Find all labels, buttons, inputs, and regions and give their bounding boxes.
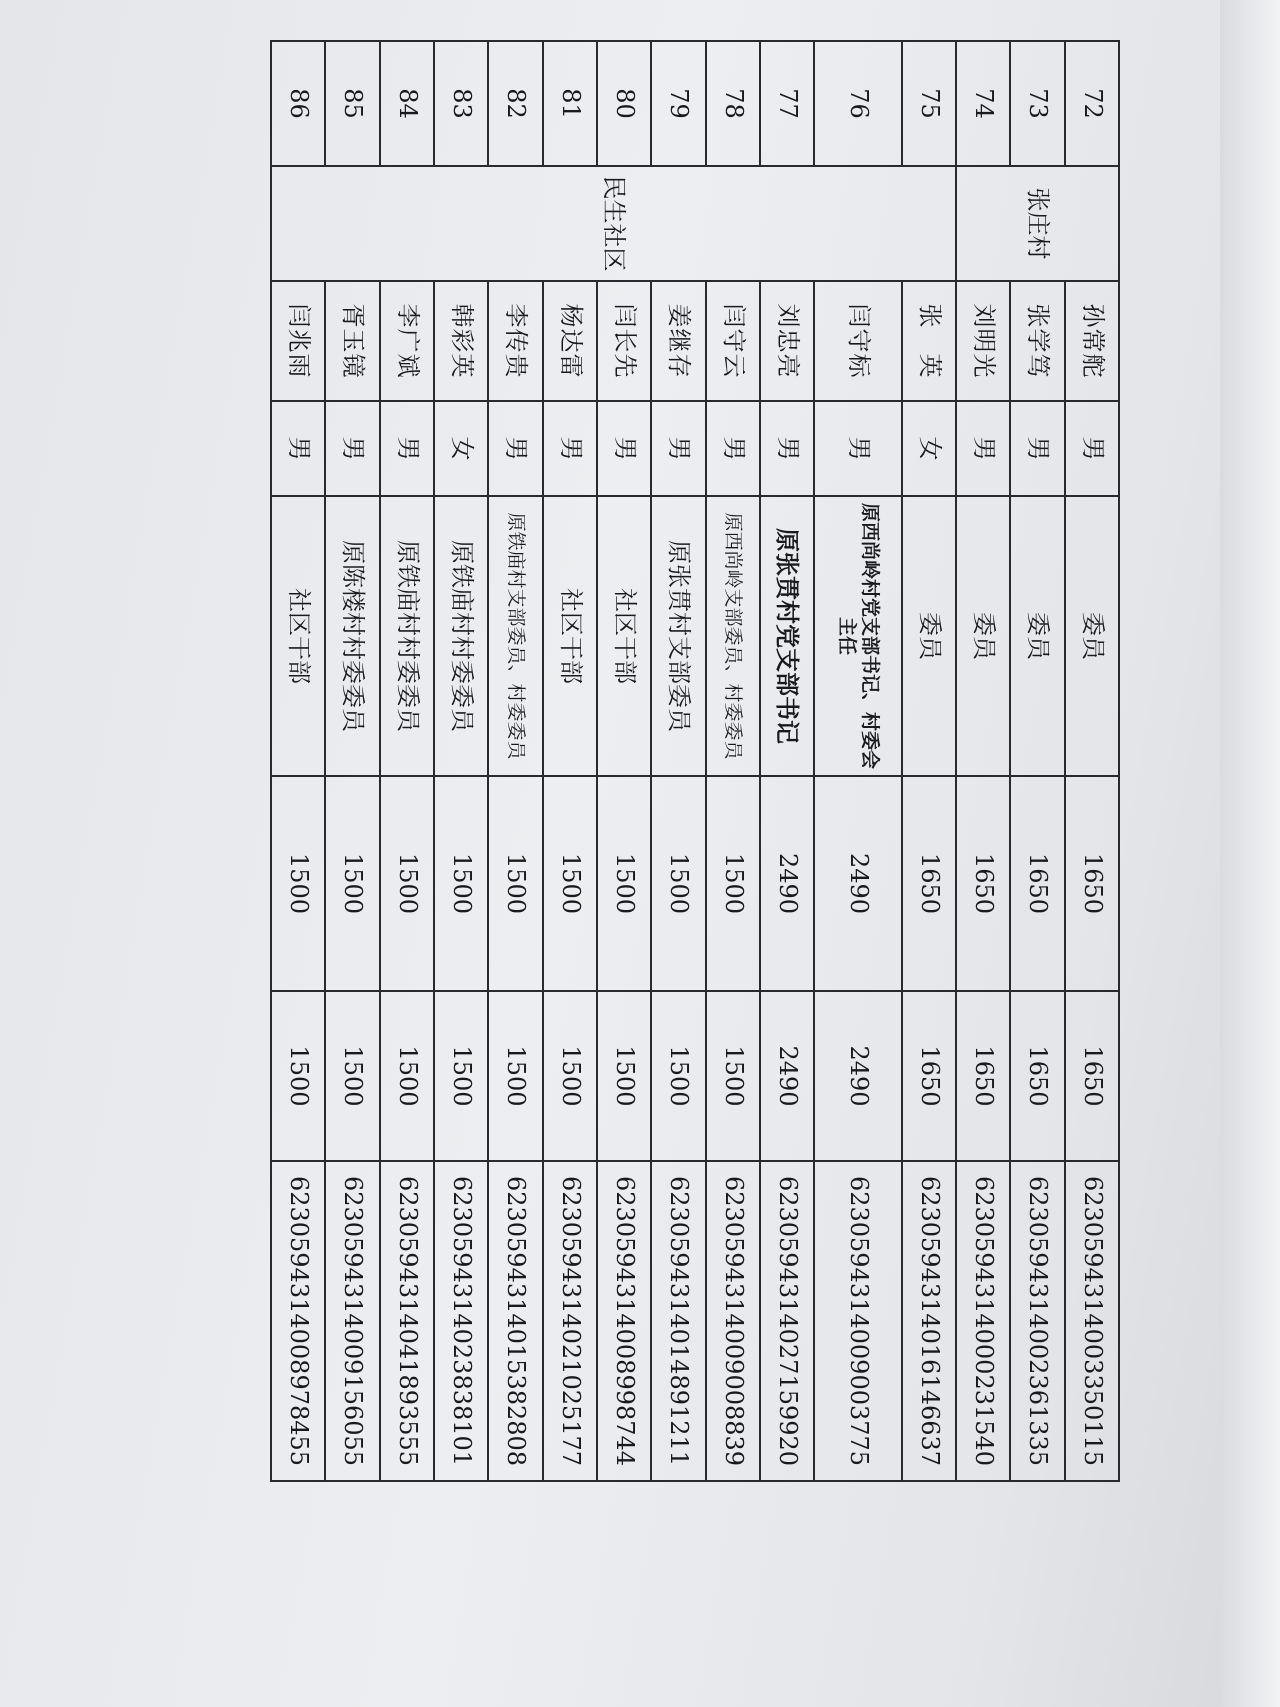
- row-number: 76: [814, 41, 901, 166]
- row-number: 80: [597, 41, 651, 166]
- gender-cell: 男: [271, 401, 325, 496]
- gender-cell: 男: [543, 401, 597, 496]
- paper-edge: [1220, 0, 1280, 1707]
- name-cell: 闫守云: [706, 281, 760, 401]
- amount-cell: 1650: [1010, 776, 1064, 991]
- amount-cell: 1500: [434, 991, 488, 1161]
- account-cell: 6230594314016146637: [902, 1161, 956, 1481]
- row-number: 78: [706, 41, 760, 166]
- amount-cell: 1500: [271, 991, 325, 1161]
- row-number: 85: [325, 41, 379, 166]
- amount-cell: 1500: [488, 776, 542, 991]
- row-number: 77: [760, 41, 814, 166]
- account-cell: 6230594314027159920: [760, 1161, 814, 1481]
- name-cell: 闫守标: [814, 281, 901, 401]
- account-cell: 6230594314009156055: [325, 1161, 379, 1481]
- role-cell: 原铁庙村村委委员: [380, 496, 434, 776]
- rotated-table-wrapper: [270, 40, 1120, 1480]
- account-cell: 6230594314014891211: [651, 1161, 705, 1481]
- row-number: 82: [488, 41, 542, 166]
- amount-cell: 1500: [543, 991, 597, 1161]
- amount-cell: 1500: [380, 776, 434, 991]
- name-cell: 李传贵: [488, 281, 542, 401]
- community-cell: [271, 166, 956, 281]
- gender-cell: 女: [434, 401, 488, 496]
- role-cell: 社区干部: [597, 496, 651, 776]
- gender-cell: 男: [597, 401, 651, 496]
- row-number: 83: [434, 41, 488, 166]
- name-cell: 闫兆雨: [271, 281, 325, 401]
- village-cell: [956, 166, 1119, 281]
- row-number: 75: [902, 41, 956, 166]
- amount-cell: 2490: [760, 776, 814, 991]
- row-number: 81: [543, 41, 597, 166]
- amount-cell: 1650: [956, 776, 1010, 991]
- role-cell: 原陈楼村村委委员: [325, 496, 379, 776]
- account-cell: 6230594314041893555: [380, 1161, 434, 1481]
- amount-cell: 1500: [651, 776, 705, 991]
- roster-body: [271, 41, 1119, 1481]
- account-cell: 6230594314023838101: [434, 1161, 488, 1481]
- village-label: 张庄村: [1024, 187, 1053, 260]
- role-cell: 社区干部: [271, 496, 325, 776]
- name-cell: 张学笃: [1010, 281, 1064, 401]
- gender-cell: 男: [325, 401, 379, 496]
- gender-cell: 男: [760, 401, 814, 496]
- table-row: [902, 41, 956, 1481]
- account-cell: 6230594314015382808: [488, 1161, 542, 1481]
- row-number: 73: [1010, 41, 1064, 166]
- amount-cell: 2490: [760, 991, 814, 1161]
- amount-cell: 1650: [902, 991, 956, 1161]
- role-cell: 委员: [1065, 496, 1119, 776]
- row-number: 79: [651, 41, 705, 166]
- role-cell: 委员: [902, 496, 956, 776]
- name-cell: 韩彩英: [434, 281, 488, 401]
- account-cell: 6230594314009008839: [706, 1161, 760, 1481]
- table-row: [1065, 41, 1119, 1481]
- amount-cell: 1500: [434, 776, 488, 991]
- amount-cell: 1650: [902, 776, 956, 991]
- gender-cell: 男: [488, 401, 542, 496]
- amount-cell: 1500: [325, 776, 379, 991]
- amount-cell: 1500: [597, 991, 651, 1161]
- gender-cell: 女: [902, 401, 956, 496]
- gender-cell: 男: [380, 401, 434, 496]
- amount-cell: 1500: [380, 991, 434, 1161]
- account-cell: 6230594314009003775: [814, 1161, 901, 1481]
- amount-cell: 2490: [814, 991, 901, 1161]
- role-cell: 委员: [956, 496, 1010, 776]
- gender-cell: 男: [651, 401, 705, 496]
- account-cell: 6230594314000231540: [956, 1161, 1010, 1481]
- role-cell: 原铁庙村支部委员、村委委员: [488, 496, 542, 776]
- name-cell: 胥玉镜: [325, 281, 379, 401]
- role-cell: 原西尚岭村党支部书记、村委会主任: [814, 496, 901, 776]
- account-cell: 6230594314003350115: [1065, 1161, 1119, 1481]
- account-cell: 6230594314021025177: [543, 1161, 597, 1481]
- role-cell: 原张贯村党支部书记: [760, 496, 814, 776]
- role-cell: 社区干部: [543, 496, 597, 776]
- amount-cell: 1500: [325, 991, 379, 1161]
- gender-cell: 男: [956, 401, 1010, 496]
- row-number: 86: [271, 41, 325, 166]
- name-cell: 孙常舵: [1065, 281, 1119, 401]
- role-cell: 原西尚岭支部委员、村委委员: [706, 496, 760, 776]
- amount-cell: 2490: [814, 776, 901, 991]
- row-number: 74: [956, 41, 1010, 166]
- gender-cell: 男: [1010, 401, 1064, 496]
- account-cell: 6230594314008998744: [597, 1161, 651, 1481]
- gender-cell: 男: [706, 401, 760, 496]
- name-cell: 杨达雷: [543, 281, 597, 401]
- name-cell: 闫长先: [597, 281, 651, 401]
- gender-cell: 男: [814, 401, 901, 496]
- roster-table: [270, 40, 1120, 1482]
- name-cell: 刘忠亮: [760, 281, 814, 401]
- name-cell: 刘明光: [956, 281, 1010, 401]
- amount-cell: 1500: [271, 776, 325, 991]
- name-cell: 姜继存: [651, 281, 705, 401]
- amount-cell: 1500: [706, 776, 760, 991]
- amount-cell: 1650: [956, 991, 1010, 1161]
- role-cell: 委员: [1010, 496, 1064, 776]
- name-cell: 李广斌: [380, 281, 434, 401]
- account-cell: 6230594314002361335: [1010, 1161, 1064, 1481]
- gender-cell: 男: [1065, 401, 1119, 496]
- community-label: 民生社区: [600, 175, 629, 272]
- name-cell: 张 英: [902, 281, 956, 401]
- account-cell: 6230594314008978455: [271, 1161, 325, 1481]
- amount-cell: 1650: [1010, 991, 1064, 1161]
- role-cell: 原铁庙村村委委员: [434, 496, 488, 776]
- amount-cell: 1500: [488, 991, 542, 1161]
- amount-cell: 1500: [543, 776, 597, 991]
- amount-cell: 1650: [1065, 776, 1119, 991]
- amount-cell: 1500: [597, 776, 651, 991]
- amount-cell: 1500: [706, 991, 760, 1161]
- amount-cell: 1650: [1065, 991, 1119, 1161]
- role-cell: 原张贯村支部委员: [651, 496, 705, 776]
- row-number: 84: [380, 41, 434, 166]
- row-number: 72: [1065, 41, 1119, 166]
- amount-cell: 1500: [651, 991, 705, 1161]
